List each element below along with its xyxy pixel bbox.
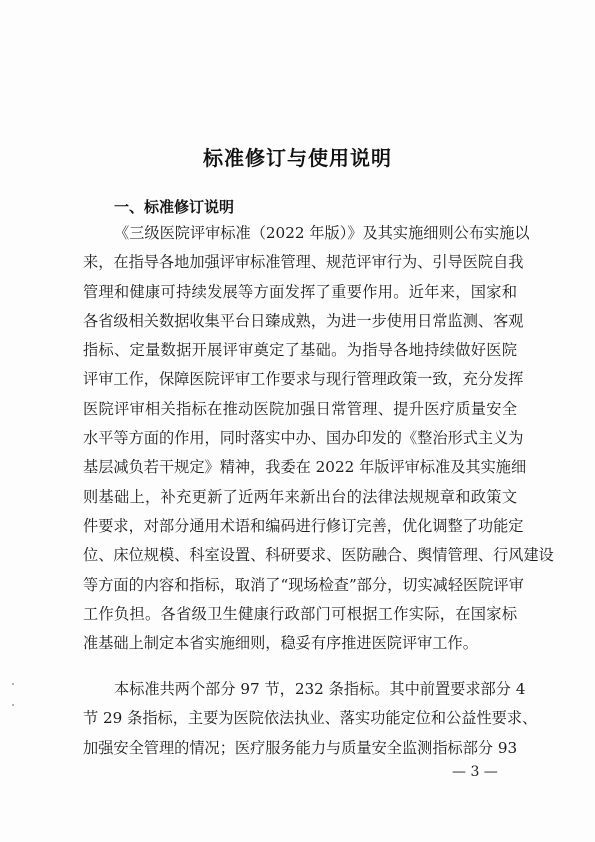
paragraph-line: 本标准共两个部分 97 节，232 条指标。其中前置要求部分 4 <box>114 680 526 698</box>
paragraph-line: 准基础上制定本省实施细则，稳妥有序推进医院评审工作。 <box>83 634 478 653</box>
scan-speck <box>12 683 14 685</box>
scan-speck <box>12 704 14 706</box>
paragraph-line: 医院评审相关指标在推动医院加强日常管理、提升医疗质量安全 <box>83 399 517 418</box>
paragraph-line: 件要求，对部分通用术语和编码进行修订完善，优化调整了功能定 <box>83 516 524 535</box>
paragraph-line: 工作负担。各省级卫生健康行政部门可根据工作实际，在国家标 <box>83 604 517 623</box>
paragraph-line: 则基础上，补充更新了近两年来新出台的法律法规规章和政策文 <box>83 487 517 506</box>
paragraph-line: 《三级医院评审标准（2022 年版）》及其实施细则公布实施以 <box>114 224 530 242</box>
paragraph-line: 管理和健康可持续发展等方面发挥了重要作用。近年来，国家和 <box>83 282 517 301</box>
paragraph-line: 节 29 条指标，主要为医院依法执业、落实功能定位和公益性要求、 <box>83 709 538 728</box>
paragraph <box>83 675 538 763</box>
document-title: 标准修订与使用说明 <box>203 146 392 170</box>
page-number: — 3 — <box>452 764 498 780</box>
paragraph-line: 各省级相关数据收集平台日臻成熟，为进一步使用日常监测、客观 <box>83 311 524 330</box>
paragraph-line: 评审工作，保障医院评审工作要求与现行管理政策一致，充分发挥 <box>83 370 524 389</box>
paragraph-line: 基层减负若干规定》精神，我委在 2022 年版评审标准及其实施细 <box>83 458 527 477</box>
paragraph-line: 等方面的内容和指标，取消了“现场检查”部分，切实减轻医院评审 <box>83 575 524 594</box>
paragraph-line: 加强安全管理的情况；医疗服务能力与质量安全监测指标部分 93 <box>83 738 518 757</box>
paragraph-line: 位、床位规模、科室设置、科研要求、医防融合、舆情管理、行风建设 <box>83 546 554 565</box>
paragraph-line: 水平等方面的作用，同时落实中办、国办印发的《整治形式主义为 <box>83 429 524 448</box>
paragraph <box>83 219 554 658</box>
paragraph-line: 来，在指导各地加强评审标准管理、规范评审行为、引导医院自我 <box>83 253 524 272</box>
paragraph-line: 指标、定量数据开展评审奠定了基础。为指导各地持续做好医院 <box>83 341 517 360</box>
section-heading: 一、标准修订说明 <box>114 198 235 216</box>
